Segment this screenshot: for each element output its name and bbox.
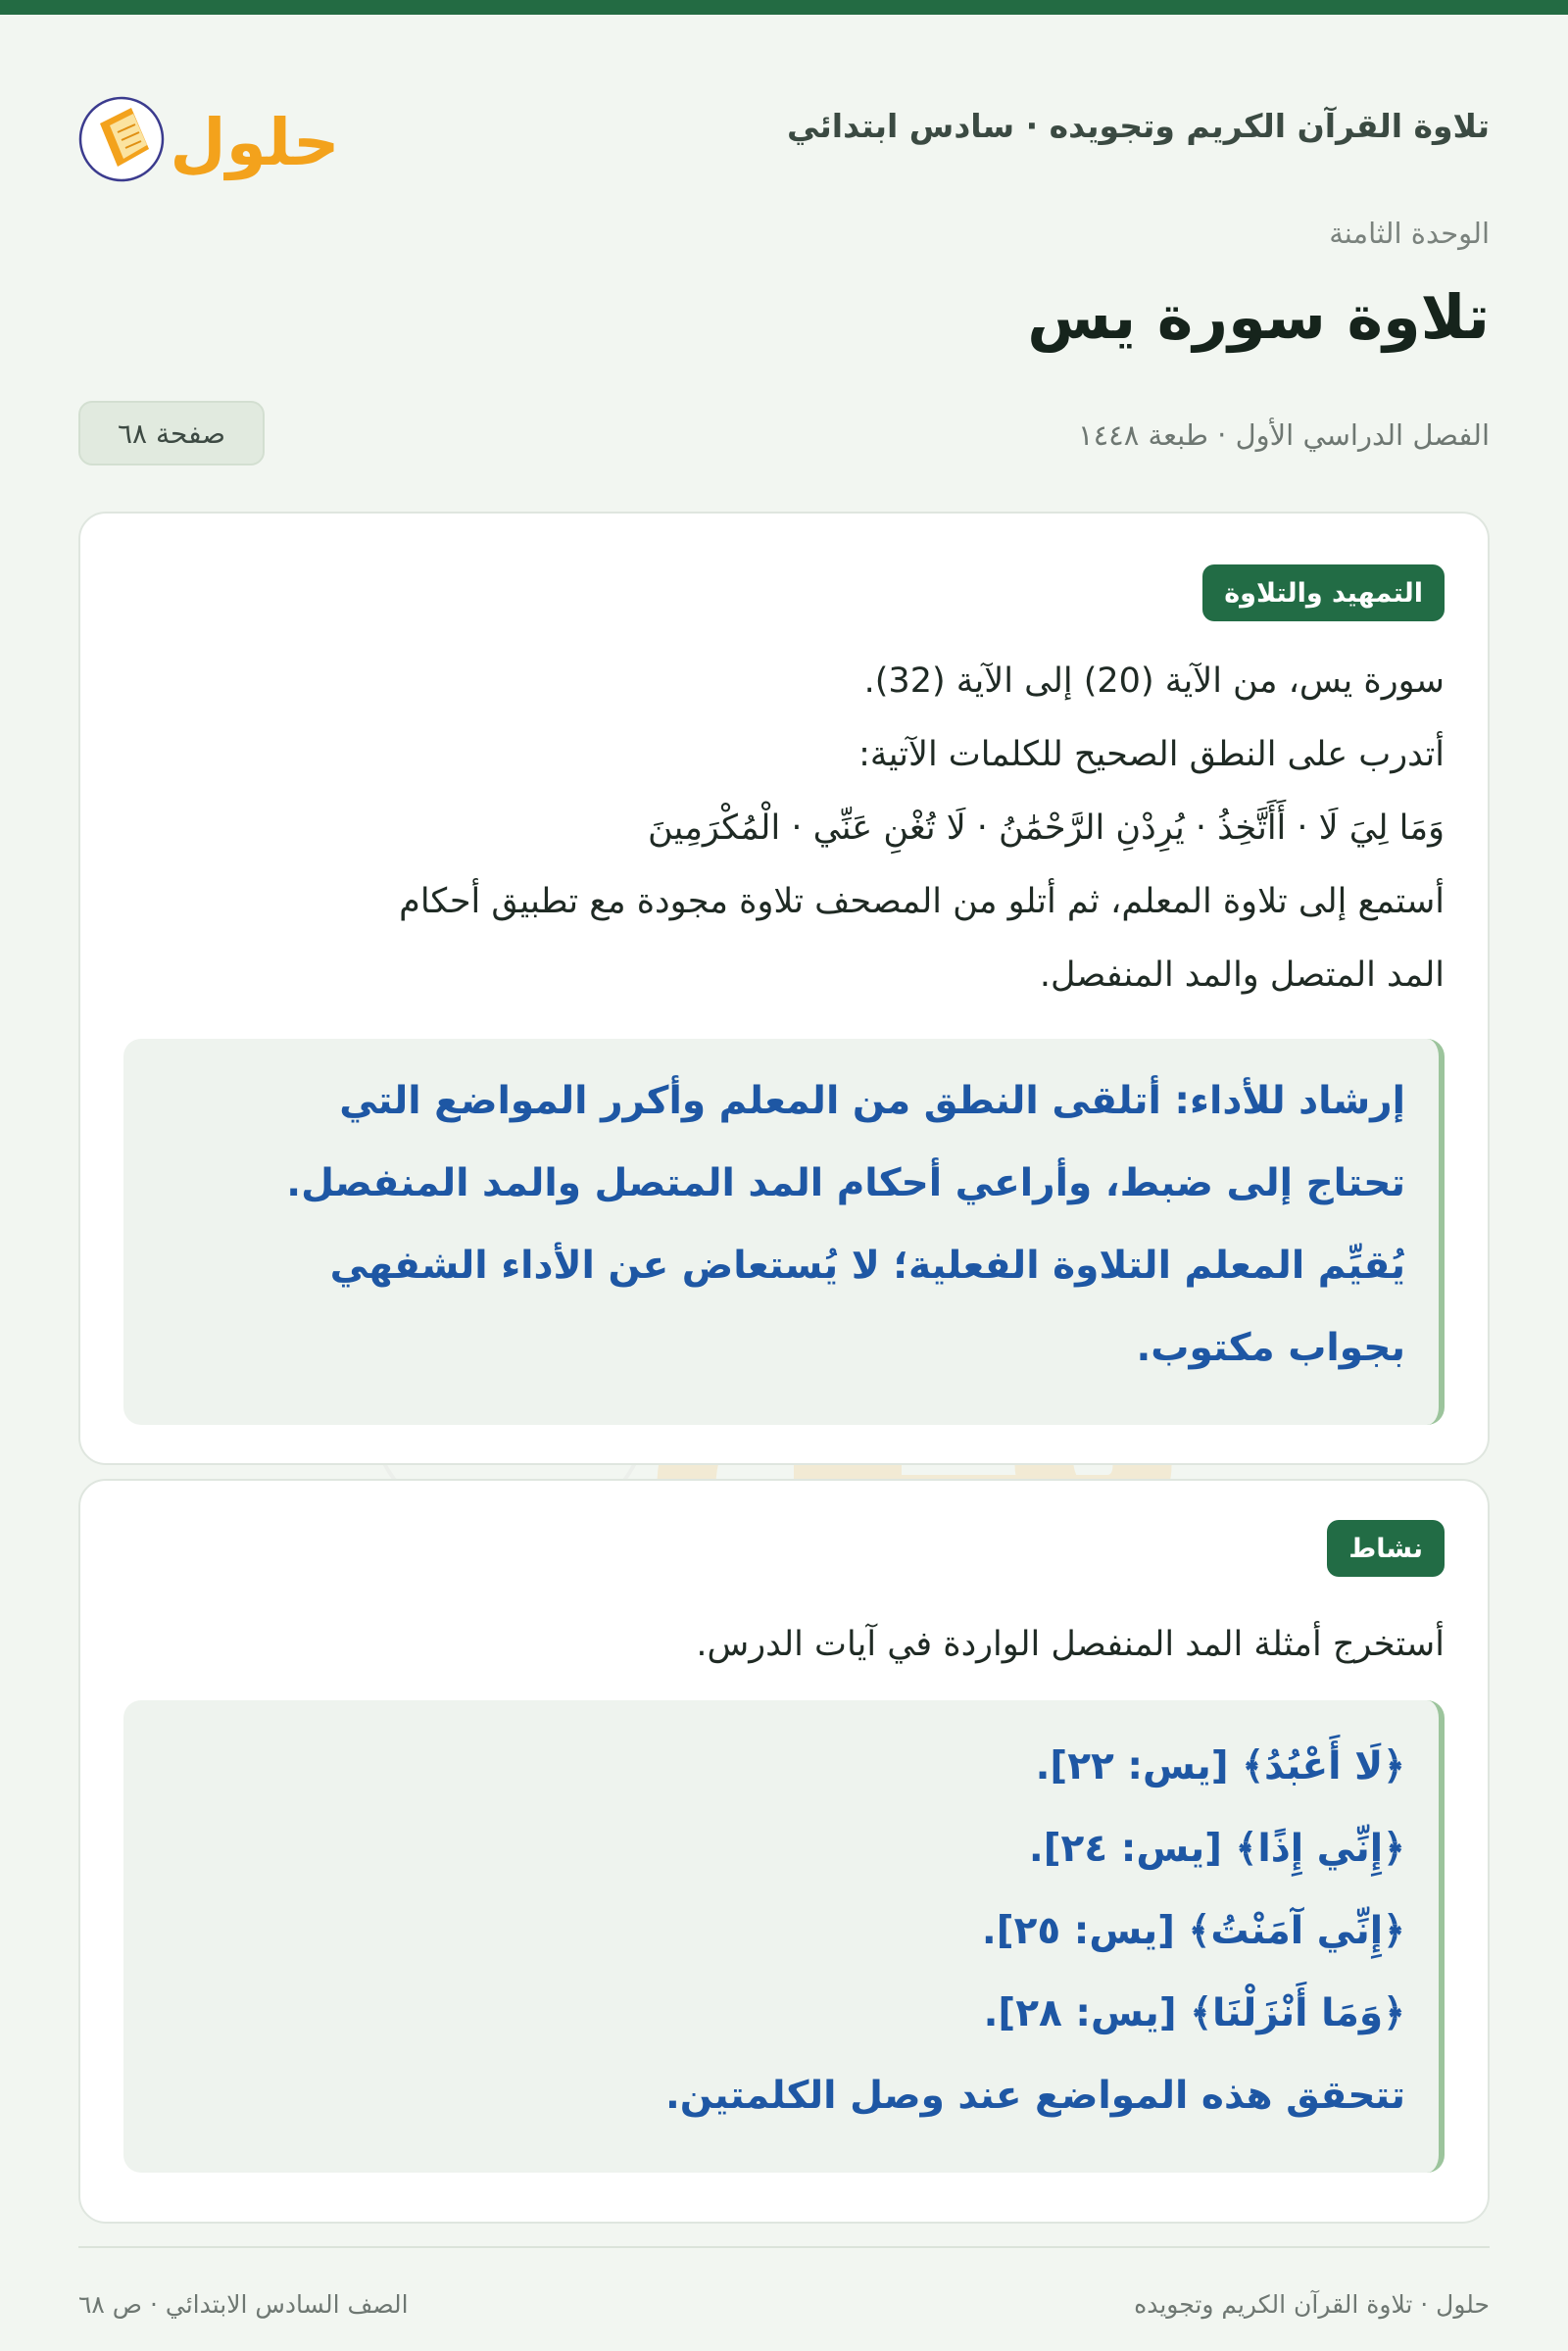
intro-line: المد المتصل والمد المنفصل.: [1039, 955, 1445, 995]
page-title: تلاوة سورة يس: [1027, 281, 1490, 353]
unit-label: الوحدة الثامنة: [1329, 217, 1490, 250]
answer-line: ﴿وَمَا أَنْزَلْنَا﴾ [يس: ٢٨].: [983, 1991, 1405, 2035]
intro-text: [123, 645, 1445, 1012]
activity-section-card: [78, 1479, 1490, 2224]
footer-page-info: الصف السادس الابتدائي · ص ٦٨: [78, 2290, 409, 2319]
book-icon: [80, 98, 163, 180]
intro-line: أستمع إلى تلاوة المعلم، ثم أتلو من المصحف تلاوة مجودة مع تطبيق أحكام: [399, 882, 1445, 921]
intro-line: وَمَا لِيَ لَا · أَأَتَّخِذُ · يُرِدْنِ الرَّحْمَٰنُ · لَا تُغْنِ عَنِّي · الْمُكْرَمِينَ: [647, 808, 1445, 848]
subject-line: تلاوة القرآن الكريم وتجويده · سادس ابتدائي: [786, 107, 1490, 145]
performance-guidance-callout: [123, 1039, 1445, 1425]
footer-divider: [78, 2246, 1490, 2248]
term-info: الفصل الدراسي الأول · طبعة ١٤٤٨: [1078, 418, 1490, 452]
page: [78, 15, 1490, 2351]
top-accent-bar: [0, 0, 1568, 15]
answer-line: تتحقق هذه المواضع عند وصل الكلمتين.: [664, 2074, 1405, 2118]
section-tag-intro: التمهيد والتلاوة: [1202, 564, 1445, 621]
intro-line: سورة يس، من الآية (20) إلى الآية (32).: [863, 661, 1445, 701]
activity-line: أستخرج أمثلة المد المنفصل الواردة في آيات الدرس.: [696, 1625, 1445, 1664]
page-number-badge: صفحة ٦٨: [78, 401, 265, 465]
callout-line: تحتاج إلى ضبط، وأراعي أحكام المد المتصل والمد المنفصل.: [286, 1161, 1405, 1205]
hulul-logo[interactable]: [78, 78, 353, 186]
footer-source: حلول · تلاوة القرآن الكريم وتجويده: [1134, 2290, 1490, 2319]
callout-line: إرشاد للأداء: أتلقى النطق من المعلم وأكرر المواضع التي: [339, 1079, 1405, 1123]
logo-text: حلول: [170, 105, 340, 180]
activity-answer-callout: [123, 1700, 1445, 2173]
intro-line: أتدرب على النطق الصحيح للكلمات الآتية:: [858, 735, 1445, 774]
answer-line: ﴿لَا أَعْبُدُ﴾ [يس: ٢٢].: [1035, 1744, 1405, 1788]
answer-line: ﴿إِنِّي آمَنْتُ﴾ [يس: ٢٥].: [981, 1909, 1405, 1953]
activity-question: [123, 1608, 1445, 1682]
answer-line: ﴿إِنِّي إِذًا﴾ [يس: ٢٤].: [1028, 1827, 1405, 1871]
section-tag-activity: نشاط: [1327, 1520, 1445, 1577]
page-header: [78, 64, 1490, 181]
callout-line: بجواب مكتوب.: [1136, 1326, 1405, 1370]
intro-section-card: [78, 512, 1490, 1465]
callout-line: يُقيِّم المعلم التلاوة الفعلية؛ لا يُستعاض عن الأداء الشفهي: [329, 1244, 1405, 1288]
